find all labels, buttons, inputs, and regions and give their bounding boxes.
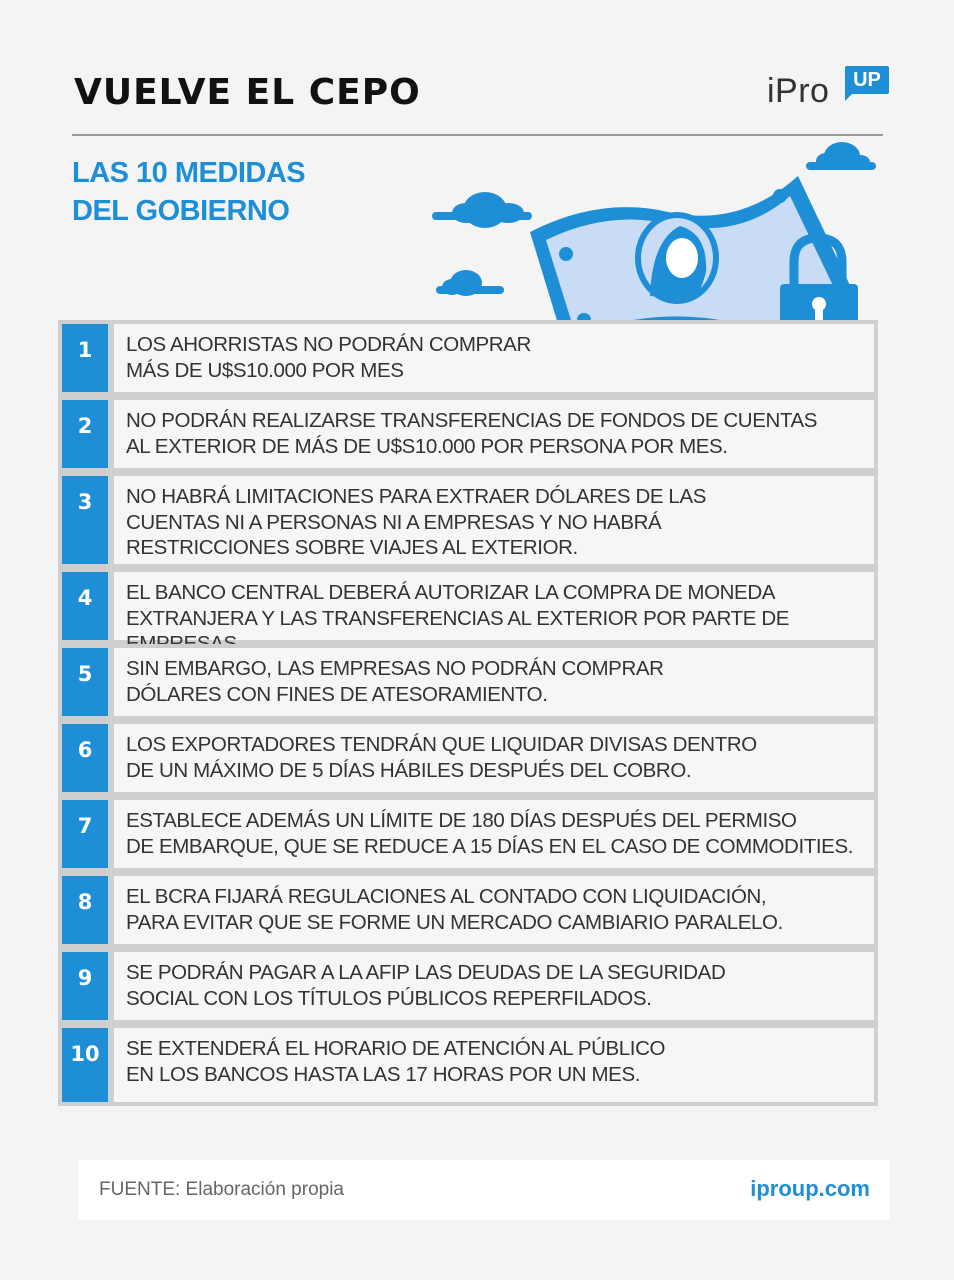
source-note: FUENTE: Elaboración propia bbox=[99, 1179, 344, 1200]
item-text: LOS EXPORTADORES TENDRÁN QUE LIQUIDAR DIVISAS DENTRO DE UN MÁXIMO DE 5 DÍAS HÁBILES DESPUÉS DEL COBRO. bbox=[126, 733, 757, 782]
list-item bbox=[58, 720, 878, 796]
item-text: LOS AHORRISTAS NO PODRÁN COMPRAR MÁS DE U$S10.000 POR MES bbox=[126, 333, 531, 382]
list-item bbox=[58, 872, 878, 948]
page-title: VUELVE EL CEPO bbox=[74, 72, 421, 113]
list-item bbox=[58, 472, 878, 568]
list-item bbox=[58, 396, 878, 472]
list-item bbox=[58, 796, 878, 872]
subtitle-line-2: DEL GOBIERNO bbox=[72, 195, 290, 227]
item-number: 5 bbox=[62, 648, 108, 716]
item-text: EL BCRA FIJARÁ REGULACIONES AL CONTADO CON LIQUIDACIÓN, PARA EVITAR QUE SE FORME UN MERCADO CAMBIARIO PARALELO. bbox=[126, 885, 783, 934]
cloud-icon bbox=[806, 142, 876, 170]
item-text: SE PODRÁN PAGAR A LA AFIP LAS DEUDAS DE LA SEGURIDAD SOCIAL CON LOS TÍTULOS PÚBLICOS REPERFILADOS. bbox=[126, 961, 726, 1010]
cloud-icon bbox=[432, 192, 532, 228]
item-text: SE EXTENDERÁ EL HORARIO DE ATENCIÓN AL PÚBLICO EN LOS BANCOS HASTA LAS 17 HORAS POR UN MES. bbox=[126, 1037, 666, 1086]
list-item bbox=[58, 644, 878, 720]
list-item bbox=[58, 1024, 878, 1106]
item-number: 3 bbox=[62, 476, 108, 564]
list-item bbox=[58, 320, 878, 396]
item-number: 6 bbox=[62, 724, 108, 792]
list-item bbox=[58, 948, 878, 1024]
logo-badge: UP bbox=[845, 66, 889, 94]
item-number: 4 bbox=[62, 572, 108, 640]
item-number: 1 bbox=[62, 324, 108, 392]
item-text: SIN EMBARGO, LAS EMPRESAS NO PODRÁN COMPRAR DÓLARES CON FINES DE ATESORAMIENTO. bbox=[126, 657, 664, 706]
site-link[interactable]: iproup.com bbox=[750, 1176, 870, 1201]
footer bbox=[78, 1160, 890, 1220]
list-item bbox=[58, 568, 878, 644]
item-text: EL BANCO CENTRAL DEBERÁ AUTORIZAR LA COMPRA DE MONEDA EXTRANJERA Y LAS TRANSFERENCIAS AL EXTERIOR POR PARTE DE bbox=[126, 581, 790, 630]
item-number: 2 bbox=[62, 400, 108, 468]
item-number: 8 bbox=[62, 876, 108, 944]
header-illustration bbox=[0, 0, 954, 360]
item-text: NO PODRÁN REALIZARSE TRANSFERENCIAS DE FONDOS DE CUENTAS AL EXTERIOR DE MÁS DE U$S10.000 POR PERSONA POR MES. bbox=[126, 409, 818, 458]
item-number: 7 bbox=[62, 800, 108, 868]
item-text: NO HABRÁ LIMITACIONES PARA EXTRAER DÓLARES DE LAS CUENTAS NI A PERSONAS NI A EMPRESAS Y NO HABRÁ RESTRICCIONES SOBRE VIAJES AL EXTERIOR. bbox=[126, 485, 706, 559]
cloud-icon bbox=[436, 270, 504, 296]
logo-text: iPro bbox=[767, 72, 830, 110]
item-number: 10 bbox=[62, 1028, 108, 1102]
item-text: ESTABLECE ADEMÁS UN LÍMITE DE 180 DÍAS DESPUÉS DEL PERMISO DE EMBARQUE, QUE SE REDUCE A 15 DÍAS EN EL CASO DE COMMODITIES. bbox=[126, 809, 854, 858]
subtitle-line-1: LAS 10 MEDIDAS bbox=[72, 157, 306, 189]
item-number: 9 bbox=[62, 952, 108, 1020]
